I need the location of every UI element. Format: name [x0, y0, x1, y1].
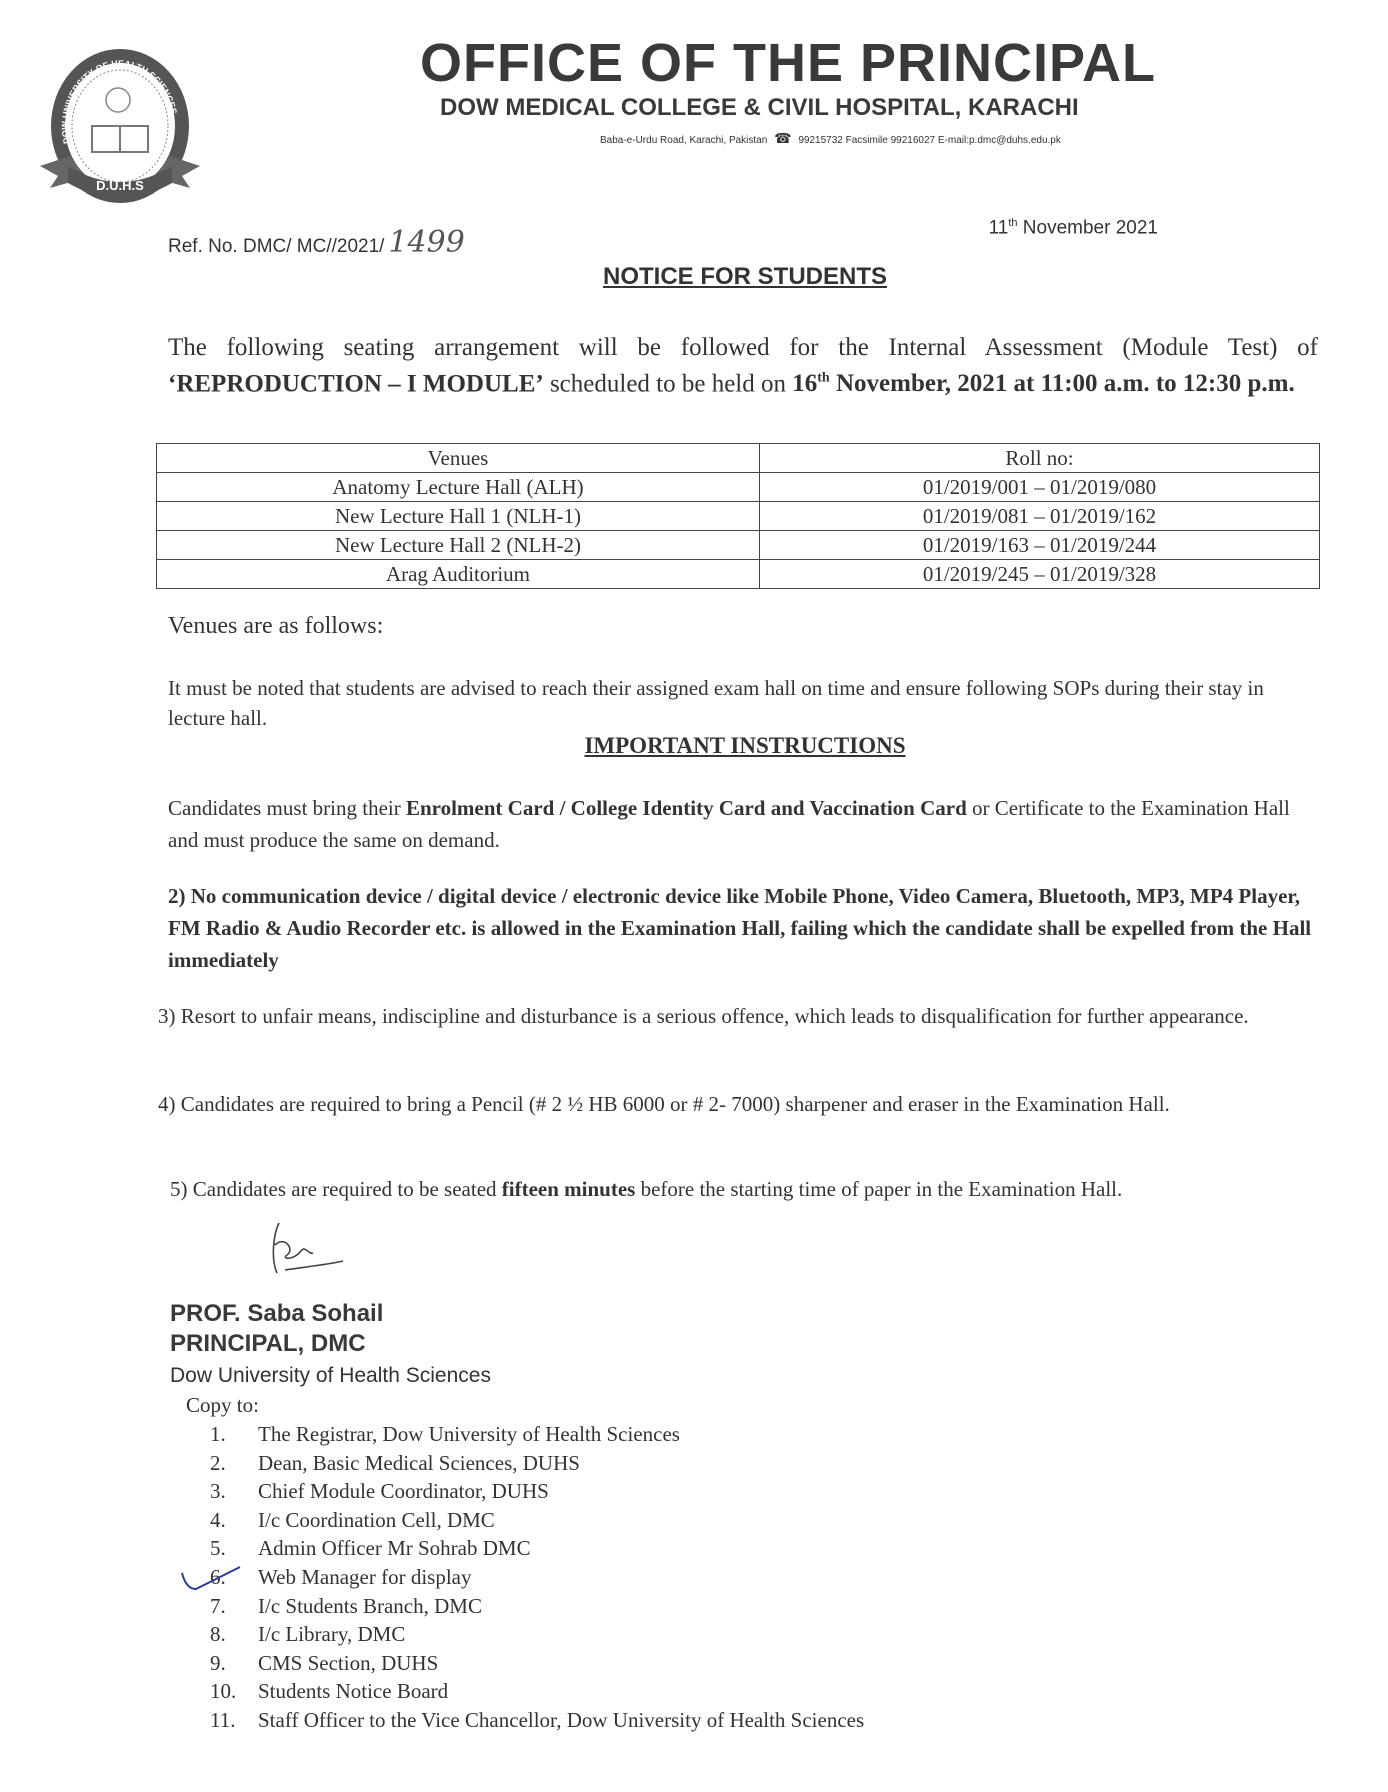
venue-cell: New Lecture Hall 2 (NLH-2) — [157, 531, 760, 560]
table-row — [157, 473, 1320, 502]
list-item: 1. The Registrar, Dow University of Health Sciences — [210, 1422, 680, 1446]
contact-line — [600, 130, 1061, 147]
noted-paragraph: It must be noted that students are advised to reach their assigned exam hall on time and ensure following SOPs during their stay in lecture hall. — [168, 676, 1264, 730]
list-item: 4. I/c Coordination Cell, DMC — [210, 1507, 495, 1532]
venue-cell: Arag Auditorium — [157, 560, 760, 589]
ref-label: Ref. No. DMC/ MC//2021/ — [168, 236, 385, 257]
copy-to-list — [210, 1420, 864, 1735]
list-item: 5. Admin Officer Mr Sohrab DMC — [210, 1536, 531, 1561]
signatory-title: PRINCIPAL, DMC — [170, 1330, 366, 1357]
notice-title: NOTICE FOR STUDENTS — [602, 263, 887, 290]
list-item: 8. I/c Library, DMC — [210, 1622, 406, 1647]
instruction-2: 2) No communication device / digital device / electronic device like Mobile Phone, Video Camera, Bluetooth, MP3, MP4 Player, FM Radio & Audio Recorder etc. is allowed in the Examination Hall, failing which the candidate shall be expelled from the Hall immediately — [168, 884, 1312, 972]
signatory-name: PROF. Saba Sohail — [170, 1300, 384, 1327]
date-month-year: November 2021 — [1022, 217, 1158, 239]
date-day: 11 — [988, 217, 1009, 239]
reference-number — [168, 225, 465, 260]
office-title: OFFICE OF THE PRINCIPAL — [420, 33, 1156, 93]
exam-datetime: 16th November, 2021 at 11:00 a.m. to 12:30 p.m. — [792, 370, 1295, 398]
ref-handwritten-number: 1499 — [388, 225, 465, 260]
instruction-3: 3) Resort to unfair means, indiscipline and disturbance is a serious offence, which leads to disqualification for further appearance. — [158, 1004, 1249, 1028]
notice-date — [989, 217, 1158, 239]
table-row — [157, 560, 1320, 589]
address: Baba-e-Urdu Road, Karachi, Pakistan — [600, 135, 768, 146]
list-item: 6. Web Manager for display — [210, 1564, 472, 1589]
signature-mark — [265, 1215, 345, 1280]
instruction-4: 4) Candidates are required to bring a Pencil (# 2 ½ HB 6000 or # 2- 7000) sharpener and eraser in the Examination Hall. — [158, 1092, 1170, 1116]
instruction-1: Candidates must bring their Enrolment Card / College Identity Card and Vaccination Card or Certificate to the Examination Hall and must produce the same on demand. — [168, 796, 1290, 852]
table-header-row — [157, 444, 1320, 473]
header-venues: Venues — [157, 444, 760, 473]
intro-text-2: scheduled to be held on — [543, 370, 793, 398]
handwritten-tick-mark — [180, 1565, 250, 1595]
list-item: 2. Dean, Basic Medical Sciences, DUHS — [210, 1450, 580, 1475]
list-item: 11. Staff Officer to the Vice Chancellor, Dow University of Health Sciences — [210, 1707, 865, 1732]
instructions-title: IMPORTANT INSTRUCTIONS — [584, 733, 906, 758]
table-row — [157, 531, 1320, 560]
logo-ring-text: DOW UNIVERSITY OF HEALTH SCIENCES — [59, 58, 179, 145]
venue-cell: Anatomy Lecture Hall (ALH) — [157, 473, 760, 502]
list-item: 7. I/c Students Branch, DMC — [210, 1593, 482, 1618]
roll-cell: 01/2019/081 – 01/2019/162 — [759, 502, 1319, 531]
table-row — [157, 502, 1320, 531]
roll-cell: 01/2019/163 – 01/2019/244 — [759, 531, 1319, 560]
university-logo — [30, 48, 210, 208]
signatory-org: Dow University of Health Sciences — [170, 1364, 491, 1387]
header-roll-no: Roll no: — [759, 444, 1319, 473]
intro-text-1: The following seating arrangement will be followed for the Internal Assessment (Module Test) of — [168, 334, 1318, 361]
intro-paragraph — [168, 332, 1318, 399]
list-item: 3. Chief Module Coordinator, DUHS — [210, 1479, 549, 1504]
logo-banner-text: D.U.H.S — [96, 178, 144, 193]
college-subtitle: DOW MEDICAL COLLEGE & CIVIL HOSPITAL, KARACHI — [440, 94, 1079, 121]
venue-cell: New Lecture Hall 1 (NLH-1) — [157, 502, 760, 531]
date-suffix: th — [1008, 217, 1018, 229]
copy-to-label: Copy to: — [186, 1393, 259, 1417]
roll-cell: 01/2019/245 – 01/2019/328 — [759, 560, 1319, 589]
instruction-5: 5) Candidates are required to be seated fifteen minutes before the starting time of paper in the Examination Hall. — [170, 1177, 1123, 1201]
venues-follow-text: Venues are as follows: — [168, 613, 384, 639]
list-item: 9. CMS Section, DUHS — [210, 1650, 439, 1675]
seating-table — [156, 443, 1320, 589]
contact-details: 99215732 Facsimile 99216027 E-mail:p.dmc@duhs.edu.pk — [798, 135, 1061, 146]
roll-cell: 01/2019/001 – 01/2019/080 — [759, 473, 1319, 502]
telephone-icon: ☎ — [774, 130, 792, 146]
list-item: 10. Students Notice Board — [210, 1679, 449, 1704]
module-name: ‘REPRODUCTION – I MODULE’ — [168, 370, 544, 398]
